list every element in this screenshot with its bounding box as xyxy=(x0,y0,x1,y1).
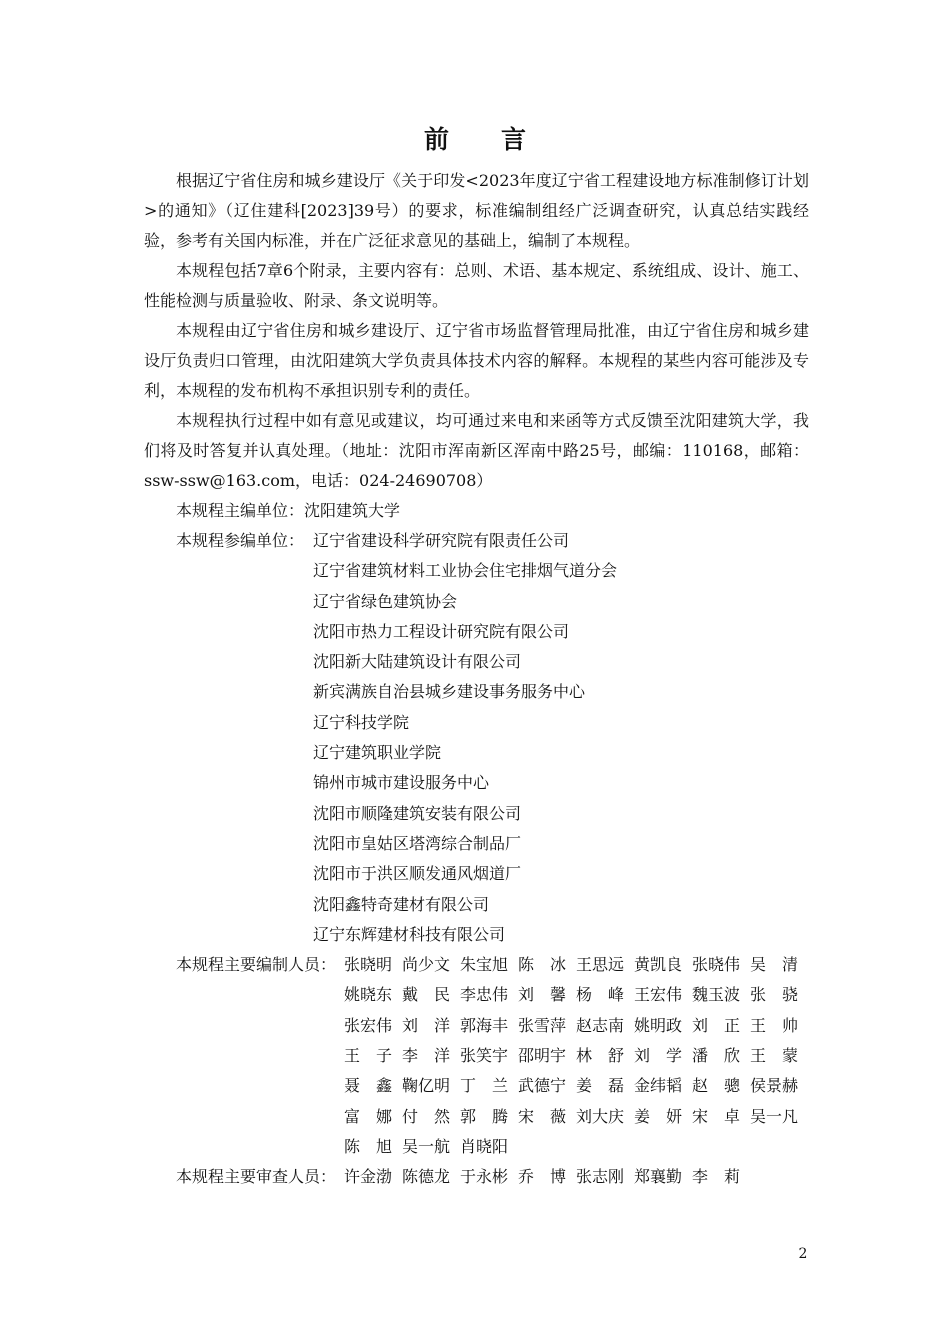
paragraph-approval: 本规程由辽宁省住房和城乡建设厅、辽宁省市场监督管理局批准，由辽宁省住房和城乡建设厅负责归口管理，由沈阳建筑大学负责具体技术内容的解释。本规程的某些内容可能涉及专利，本规程的发布机构不承担识别专利的责任。 xyxy=(144,321,809,400)
drafter-name: 肖晓阳 xyxy=(460,1136,509,1156)
reviewer-name: 许金渤 xyxy=(344,1167,393,1187)
page-number: 2 xyxy=(798,1246,808,1262)
drafters-row xyxy=(144,950,809,980)
drafter-name: 姚明政 xyxy=(634,1015,683,1035)
drafter-name: 魏玉波 xyxy=(692,985,741,1005)
drafter-name: 张晓伟 xyxy=(692,955,741,975)
drafter-name: 吴一凡 xyxy=(750,1106,799,1126)
drafter-name: 王 子 xyxy=(344,1046,393,1066)
drafter-name: 张 骁 xyxy=(750,985,799,1005)
drafter-name: 宋 薇 xyxy=(518,1106,567,1126)
participating-unit: 辽宁建筑职业学院 xyxy=(313,743,442,763)
reviewer-name: 郑襄勤 xyxy=(634,1167,683,1187)
drafter-name: 张晓明 xyxy=(344,955,393,975)
drafter-name: 刘 学 xyxy=(634,1046,683,1066)
drafter-name: 郭海丰 xyxy=(460,1015,509,1035)
participating-unit: 辽宁科技学院 xyxy=(313,712,410,732)
reviewer-name: 李 莉 xyxy=(692,1167,741,1187)
paragraph-basis: 根据辽宁省住房和城乡建设厅《关于印发<2023年度辽宁省工程建设地方标准制修订计划>的通知》（辽住建科[2023]39号）的要求，标准编制组经广泛调查研究，认真总结实践经验，参考有关国内标准，并在广泛征求意见的基础上，编制了本规程。 xyxy=(144,171,809,250)
drafter-name: 林 舒 xyxy=(576,1046,625,1066)
participating-unit: 沈阳市于洪区顺发通风烟道厂 xyxy=(313,864,522,884)
reviewer-names xyxy=(344,1162,750,1192)
drafter-name: 刘 洋 xyxy=(402,1015,451,1035)
drafter-name: 聂 鑫 xyxy=(344,1076,393,1096)
drafter-name: 陈 冰 xyxy=(518,955,567,975)
drafter-name: 赵志南 xyxy=(576,1015,625,1035)
reviewers-row xyxy=(144,1162,809,1192)
participating-unit: 沈阳市热力工程设计研究院有限公司 xyxy=(313,621,570,641)
drafter-name: 吴 清 xyxy=(750,955,799,975)
drafter-name: 宋 卓 xyxy=(692,1106,741,1126)
drafters-label: 本规程主要编制人员： xyxy=(176,955,337,975)
reviewer-name: 乔 博 xyxy=(518,1167,567,1187)
participating-unit: 辽宁省建设科学研究院有限责任公司 xyxy=(313,531,570,550)
drafter-name: 张雪萍 xyxy=(518,1015,567,1035)
drafter-name: 刘 馨 xyxy=(518,985,567,1005)
drafter-names xyxy=(344,950,808,980)
participating-unit: 沈阳市皇姑区塔湾综合制品厂 xyxy=(313,833,522,853)
drafter-name: 张笑宇 xyxy=(460,1046,509,1066)
drafter-name: 武德宁 xyxy=(518,1076,567,1096)
participating-unit: 沈阳新大陆建筑设计有限公司 xyxy=(313,652,522,672)
page-title: 前言 xyxy=(423,125,578,154)
drafter-name: 侯景赫 xyxy=(750,1076,799,1096)
drafters-row xyxy=(144,1011,809,1041)
drafters-row xyxy=(144,1071,809,1101)
drafter-name: 姜 妍 xyxy=(634,1106,683,1126)
drafter-name: 姜 磊 xyxy=(576,1076,625,1096)
drafter-names xyxy=(344,1071,808,1101)
participating-units-label: 本规程参编单位： xyxy=(176,531,305,550)
drafter-names xyxy=(344,980,808,1010)
drafter-name: 王宏伟 xyxy=(634,985,683,1005)
drafter-name: 陈 旭 xyxy=(344,1136,393,1156)
drafters-row xyxy=(144,1132,809,1162)
paragraph-feedback: 本规程执行过程中如有意见或建议，均可通过来电和来函等方式反馈至沈阳建筑大学，我们将及时答复并认真处理。（地址：沈阳市浑南新区浑南中路25号，邮编：110168，邮箱：ssw-ssw@163.com，电话：024-24690708） xyxy=(144,411,809,490)
drafter-name: 尚少文 xyxy=(402,955,451,975)
drafter-name: 潘 欣 xyxy=(692,1046,741,1066)
document-body xyxy=(144,166,809,1193)
participating-unit: 辽宁省绿色建筑协会 xyxy=(313,591,458,611)
drafter-name: 李 洋 xyxy=(402,1046,451,1066)
drafter-name: 付 然 xyxy=(402,1106,451,1126)
drafter-name: 富 娜 xyxy=(344,1106,393,1126)
drafters-block xyxy=(144,950,809,1162)
reviewer-name: 于永彬 xyxy=(460,1167,509,1187)
participating-unit: 锦州市城市建设服务中心 xyxy=(313,773,490,793)
drafter-names xyxy=(344,1041,808,1071)
drafter-name: 丁 兰 xyxy=(460,1076,509,1096)
participating-unit: 沈阳市顺隆建筑安装有限公司 xyxy=(313,803,522,823)
chief-unit-line: 本规程主编单位：沈阳建筑大学 xyxy=(176,501,401,520)
drafter-names xyxy=(344,1102,808,1132)
drafter-name: 刘大庆 xyxy=(576,1106,625,1126)
drafter-name: 金纬韬 xyxy=(634,1076,683,1096)
drafter-name: 张宏伟 xyxy=(344,1015,393,1035)
drafter-names xyxy=(344,1132,518,1162)
participating-unit: 新宾满族自治县城乡建设事务服务中心 xyxy=(313,682,586,702)
drafter-name: 吴一航 xyxy=(402,1136,451,1156)
participating-unit: 辽宁东辉建材科技有限公司 xyxy=(313,924,506,944)
drafter-name: 戴 民 xyxy=(402,985,451,1005)
reviewers-label: 本规程主要审查人员： xyxy=(176,1167,337,1187)
paragraph-contents: 本规程包括7章6个附录，主要内容有：总则、术语、基本规定、系统组成、设计、施工、性能检测与质量验收、附录、条文说明等。 xyxy=(144,261,809,310)
drafter-name: 王 蒙 xyxy=(750,1046,799,1066)
drafter-name: 王思远 xyxy=(576,955,625,975)
drafter-name: 赵 骢 xyxy=(692,1076,741,1096)
drafter-name: 刘 正 xyxy=(692,1015,741,1035)
drafter-name: 鞠亿明 xyxy=(402,1076,451,1096)
drafter-name: 姚晓东 xyxy=(344,985,393,1005)
drafters-row xyxy=(144,980,809,1010)
drafter-name: 王 帅 xyxy=(750,1015,799,1035)
drafter-names xyxy=(344,1011,808,1041)
drafter-name: 杨 峰 xyxy=(576,985,625,1005)
reviewer-name: 陈德龙 xyxy=(402,1167,451,1187)
participating-unit: 辽宁省建筑材料工业协会住宅排烟气道分会 xyxy=(313,561,618,581)
drafter-name: 黄凯良 xyxy=(634,955,683,975)
participating-unit: 沈阳鑫特奇建材有限公司 xyxy=(313,894,490,914)
drafters-row xyxy=(144,1102,809,1132)
drafters-row xyxy=(144,1041,809,1071)
drafter-name: 朱宝旭 xyxy=(460,955,509,975)
drafter-name: 邵明宇 xyxy=(518,1046,567,1066)
participating-units-first-row xyxy=(144,526,809,556)
drafter-name: 郭 腾 xyxy=(460,1106,509,1126)
reviewer-name: 张志刚 xyxy=(576,1167,625,1187)
drafter-name: 李忠伟 xyxy=(460,985,509,1005)
